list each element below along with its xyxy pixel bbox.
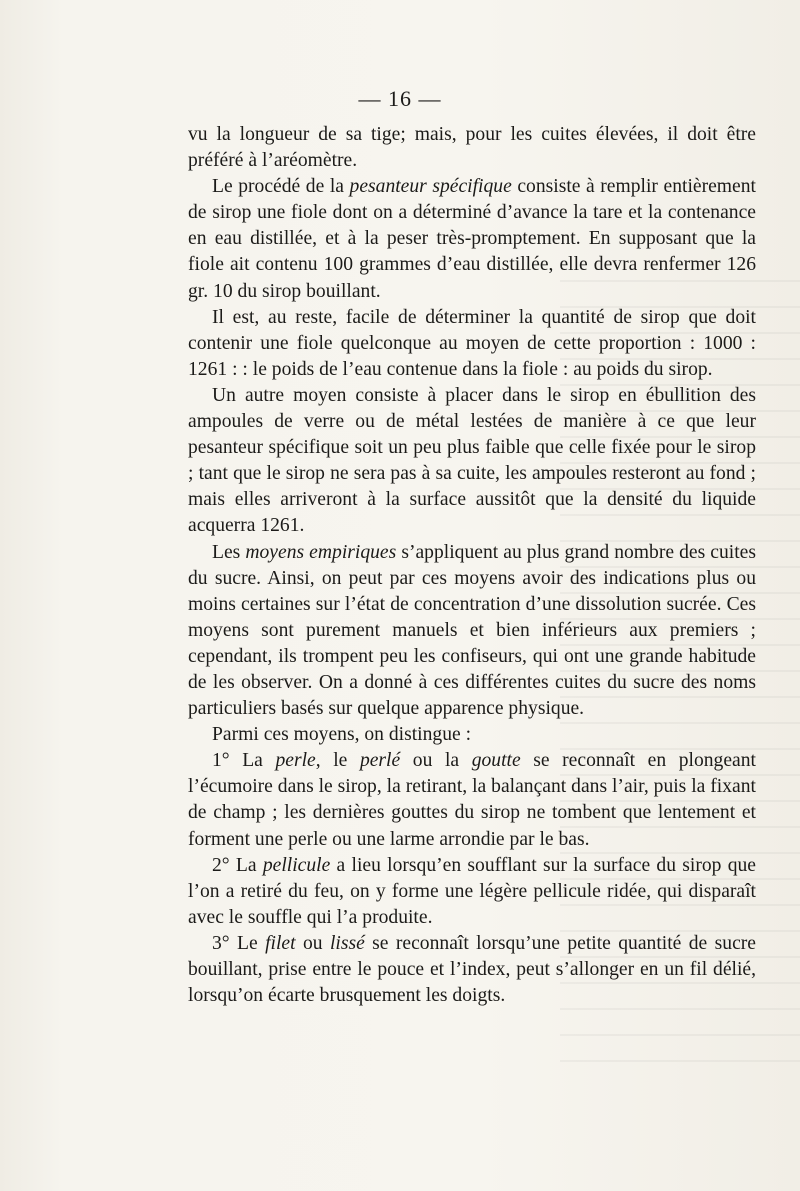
italic-term: filet [265, 932, 296, 954]
italic-term: lissé [329, 932, 365, 954]
text-run: Un autre moyen consiste à placer dans le sirop en ébullition des ampoules de verre ou de métal lestées de manière à ce que leur pesanteur spécifique soit un peu plus faible que celle fixée pour le sirop ; tant que le sirop ne sera pas à sa cuite, les ampoules resteront au fond ; mais elles arriveront à la surface aussitôt que la densité du liquide acquerra 1261. [188, 384, 756, 537]
text-run: se reconnaît en plongeant l’écumoire dans le sirop, la retirant, la balançant dans l’air, puis la fixant de champ ; les dernières gouttes du sirop ne tombent que lentement et forment une perle ou une larme arrondie par le bas. [188, 750, 756, 850]
page-number: — 16 — [358, 86, 442, 111]
italic-term: perlé [359, 750, 401, 772]
italic-term: pellicule [262, 854, 331, 876]
text-run: Le procédé de la [212, 176, 350, 198]
text-run: a lieu lorsqu’en soufflant sur la surface du sirop que l’on a retiré du feu, on y forme une légère pellicule ridée, qui disparaît avec le souffle qui l’a produite. [188, 854, 756, 928]
text-run: ou la [400, 750, 472, 772]
italic-term: goutte [471, 750, 521, 772]
paragraph [188, 174, 756, 304]
text-run: Les [212, 541, 246, 563]
text-run: 1° La [212, 750, 276, 772]
paragraph [188, 383, 756, 540]
text-run: 3° Le [212, 932, 266, 954]
paragraph [188, 122, 756, 174]
paragraph [188, 853, 756, 931]
text-run: , le [315, 750, 360, 772]
paragraph [188, 305, 756, 383]
text-run: Parmi ces moyens, on distingue : [212, 724, 472, 746]
italic-term: pesanteur spécifique [349, 176, 512, 198]
text-run: se reconnaît lorsqu’une petite quantité de sucre bouillant, prise entre le pouce et l’index, peut s’allonger en un fil délié, lorsqu’on écarte brusquement les doigts. [188, 932, 756, 1007]
paragraph [188, 748, 756, 852]
paragraph [188, 540, 756, 723]
text-run: consiste à remplir entièrement de sirop une fiole dont on a déterminé d’avance la tare et la contenance en eau distillée, et à la peser très-promptement. En supposant que la fiole ait contenu 100 grammes d’eau distillée, elle devra renfermer 126 gr. 10 du sirop bouillant. [188, 176, 756, 302]
italic-term: moyens empiriques [245, 541, 397, 563]
paragraph [188, 931, 756, 1009]
text-run: vu la longueur de sa tige; mais, pour les cuites élevées, il doit être préféré à l’aréomètre. [188, 124, 756, 172]
text-run: s’appliquent au plus grand nombre des cuites du sucre. Ainsi, on peut par ces moyens avoir des indications plus ou moins certaines sur l’état de concentration d’une dissolution sucrée. Ces moyens sont purement manuels et bien inférieurs aux premiers ; cependant, ils trompent peu les confiseurs, qui ont une grande habitude de les observer. On a donné à ces différentes cuites du sucre des noms particuliers basés sur quelque apparence physique. [188, 541, 756, 720]
italic-term: perle [275, 750, 316, 772]
text-run: Il est, au reste, facile de déterminer la quantité de sirop que doit contenir une fiole quelconque au moyen de cette proportion : 1000 : 1261 : : le poids de l’eau contenue dans la fiole : au poids du sirop. [188, 306, 756, 380]
body-text [188, 122, 756, 1009]
text-run: 2° La [212, 854, 263, 876]
text-run: ou [295, 932, 330, 954]
paragraph [188, 722, 756, 748]
